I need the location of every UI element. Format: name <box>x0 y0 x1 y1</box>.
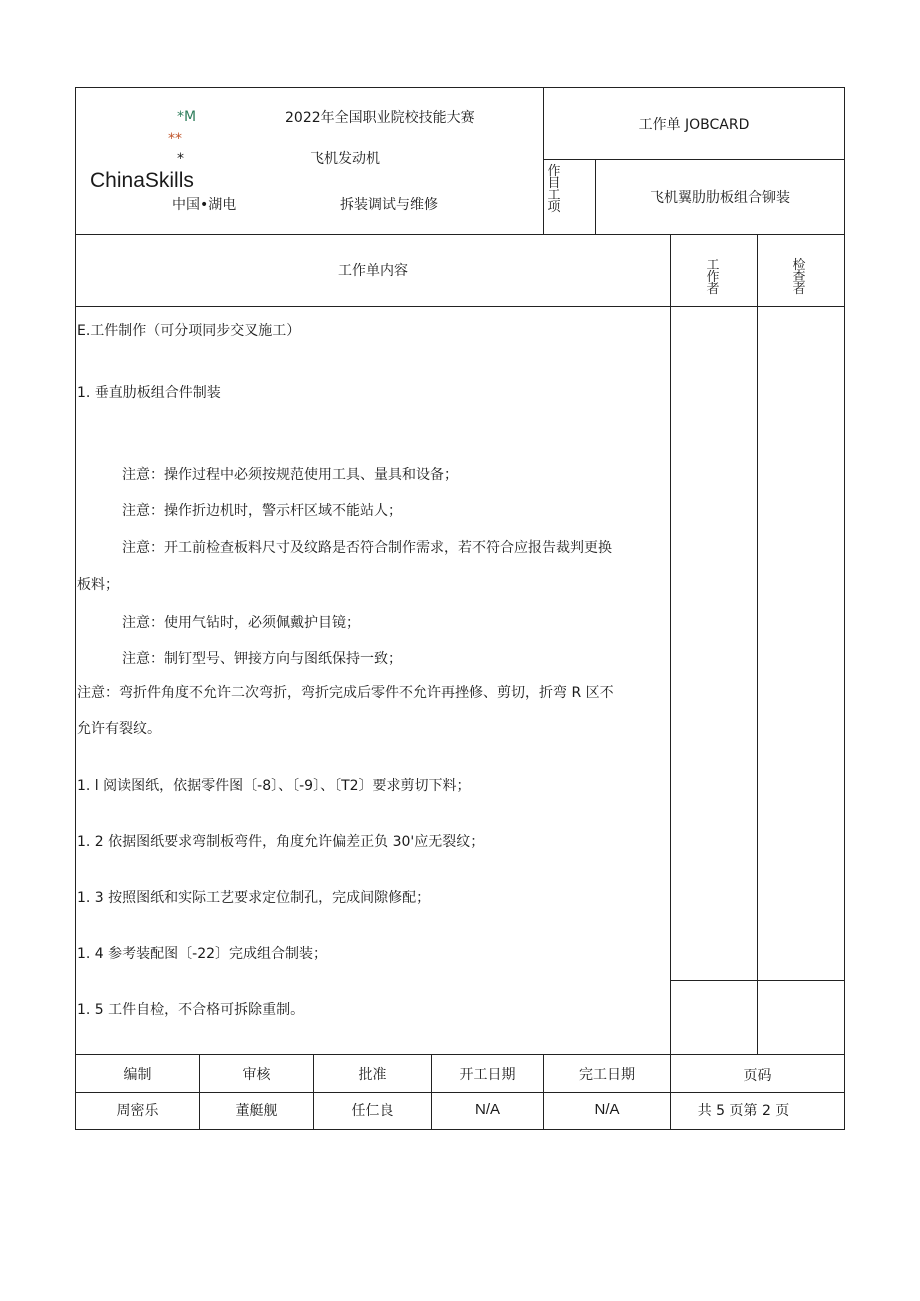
logo-mark-line1: *M <box>177 109 197 125</box>
inspector-column-header: 检查者 <box>792 258 806 297</box>
footer-page-number: 共 5 页第 2 页 <box>697 1103 790 1119</box>
footer-compiler-name: 周密乐 <box>116 1103 159 1119</box>
event-subtitle: 拆装调试与维修 <box>340 197 438 213</box>
competition-title: 2022年全国职业院校技能大赛 <box>285 110 475 126</box>
footer-end-date: N/A <box>594 1101 620 1118</box>
subsection-title: 1. 垂直肋板组合件制装 <box>77 385 221 401</box>
worker-column-header: 工作者 <box>706 258 720 297</box>
footer-header-page: 页码 <box>743 1068 772 1084</box>
footer-header-compiler: 编制 <box>123 1067 152 1083</box>
jobcard-divider <box>543 159 845 160</box>
footer-header-reviewer: 审核 <box>242 1067 271 1083</box>
note-material-check: 注意：开工前检查板料尺寸及纹路是否符合制作需求，若不符合应报告裁判更换 <box>122 540 612 556</box>
work-item-value: 飞机翼肋肋板组合铆装 <box>650 190 790 206</box>
note-bending: 注意：弯折件角度不允许二次弯折，弯折完成后零件不允许再挫修、剪切，折弯 R 区不 <box>77 685 614 701</box>
step-1-1: 1. l 阅读图纸，依据零件图〔-8〕、〔-9〕、〔T2〕要求剪切下料； <box>77 778 471 794</box>
footer-reviewer-name: 董艇舰 <box>235 1103 278 1119</box>
section-title: E.工件制作（可分项同步交叉施工） <box>77 323 301 339</box>
note-bending-cont: 允许有裂纹。 <box>77 721 161 737</box>
logo-subtitle: 中国•湖电 <box>172 197 237 213</box>
frame-bottom-line <box>75 1129 845 1130</box>
footer-mid-line <box>75 1092 845 1093</box>
jobcard-label: 工作单 JOBCARD <box>638 117 750 133</box>
note-rivet: 注意：制钉型号、钾接方向与图纸保持一致； <box>122 651 402 667</box>
step-1-4: 1. 4 参考装配图〔-22〕完成组合制装； <box>77 946 328 962</box>
logo-wordmark: ChinaSkills <box>90 169 194 192</box>
footer-header-approver: 批准 <box>358 1067 387 1083</box>
event-name: 飞机发动机 <box>310 151 380 167</box>
note-tools: 注意：操作过程中必须按规范使用工具、量具和设备； <box>122 467 458 483</box>
logo-mark-line2: ** <box>168 131 182 147</box>
column-header-bottom-line <box>75 306 845 307</box>
note-material-check-cont: 板料； <box>77 577 119 593</box>
footer-header-start-date: 开工日期 <box>459 1067 516 1083</box>
footer-top-line <box>75 1054 845 1055</box>
signature-box-line <box>670 980 845 981</box>
frame-left-line <box>75 87 76 1130</box>
footer-start-date: N/A <box>474 1101 500 1118</box>
header-bottom-line <box>75 234 845 235</box>
step-1-2: 1. 2 依据图纸要求弯制板弯件，角度允许偏差正负 30'应无裂纹； <box>77 834 485 850</box>
step-1-5: 1. 5 工件自检，不合格可拆除重制。 <box>77 1002 305 1018</box>
inspector-col-line <box>757 234 758 1054</box>
footer-approver-name: 任仁良 <box>351 1103 394 1119</box>
frame-top-line <box>75 87 845 88</box>
content-column-header: 工作单内容 <box>338 263 408 279</box>
footer-header-end-date: 完工日期 <box>579 1067 635 1083</box>
frame-right-line <box>844 87 845 1130</box>
worker-col-line <box>670 234 671 1054</box>
work-item-label: 作目工项 <box>547 164 561 215</box>
header-divider <box>543 87 544 234</box>
note-goggles: 注意：使用气钻时，必须佩戴护目镜； <box>122 615 360 631</box>
note-folding-machine: 注意：操作折边机时，警示杆区域不能站人； <box>122 503 402 519</box>
step-1-3: 1. 3 按照图纸和实际工艺要求定位制孔，完成间隙修配； <box>77 890 431 906</box>
logo-mark-line3: * <box>177 151 184 167</box>
